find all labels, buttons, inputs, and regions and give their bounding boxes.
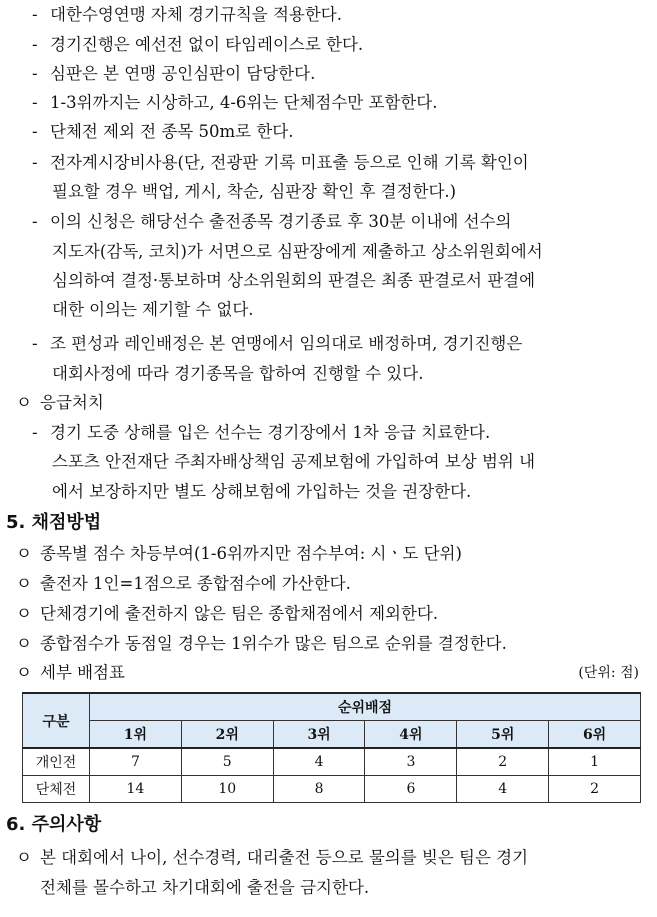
circle-marker: ㅇ xyxy=(16,634,32,653)
row-label: 단체전 xyxy=(23,776,90,803)
score-cell: 10 xyxy=(181,776,273,803)
row-label: 개인전 xyxy=(23,748,90,776)
dash-marker: - xyxy=(32,35,38,54)
score-cell: 3 xyxy=(365,748,457,776)
rule-item xyxy=(0,150,657,176)
caution-text: 본 대회에서 나이, 선수경력, 대리출전 등으로 물의를 빚은 팀은 경기 xyxy=(40,848,529,867)
rank-header: 2위 xyxy=(181,721,273,749)
dash-marker: - xyxy=(32,334,38,353)
scoring-item xyxy=(0,571,657,597)
circle-marker: ㅇ xyxy=(16,848,32,867)
score-cell: 7 xyxy=(90,748,182,776)
first-aid-text: 에서 보장하지만 별도 상해보험에 가입하는 것을 권장한다. xyxy=(52,482,472,501)
rank-header: 1위 xyxy=(90,721,182,749)
scoring-text: 단체경기에 출전하지 않은 팀은 종합채점에서 제외한다. xyxy=(40,604,439,623)
table-group-header: 순위배점 xyxy=(90,693,641,721)
rule-text: 경기진행은 예선전 없이 타임레이스로 한다. xyxy=(50,35,364,54)
rule-continuation xyxy=(0,179,657,205)
score-cell: 2 xyxy=(457,748,549,776)
score-cell: 14 xyxy=(90,776,182,803)
rule-text: 조 편성과 레인배정은 본 연맹에서 임의대로 배정하며, 경기진행은 xyxy=(50,334,523,353)
first-aid-continuation xyxy=(0,449,657,475)
rule-item xyxy=(0,61,657,87)
scoring-item xyxy=(0,601,657,627)
first-aid-item xyxy=(0,420,657,446)
rule-text: 대한 이의는 제기할 수 없다. xyxy=(52,300,254,319)
rank-header: 3위 xyxy=(273,721,365,749)
score-cell: 2 xyxy=(549,776,641,803)
rule-text: 전자계시장비사용(단, 전광판 기록 미표출 등으로 인해 기록 확인이 xyxy=(50,153,529,172)
rule-text: 대한수영연맹 자체 경기규칙을 적용한다. xyxy=(50,5,342,24)
rank-header: 5위 xyxy=(457,721,549,749)
dash-marker: - xyxy=(32,423,38,442)
rule-item xyxy=(0,32,657,58)
rule-item xyxy=(0,2,657,28)
score-cell: 4 xyxy=(457,776,549,803)
rule-item xyxy=(0,331,657,357)
rule-continuation xyxy=(0,297,657,323)
circle-marker: ㅇ xyxy=(16,604,32,623)
score-cell: 6 xyxy=(365,776,457,803)
rule-item xyxy=(0,119,657,145)
rank-header: 4위 xyxy=(365,721,457,749)
dash-marker: - xyxy=(32,5,38,24)
rule-text: 지도자(감독, 코치)가 서면으로 심판장에게 제출하고 상소위원회에서 xyxy=(52,242,543,261)
rule-text: 단체전 제외 전 종목 50m로 한다. xyxy=(50,122,294,141)
rule-text: 1-3위까지는 시상하고, 4-6위는 단체점수만 포함한다. xyxy=(50,93,438,112)
table-corner: 구분 xyxy=(23,693,90,748)
score-cell: 5 xyxy=(181,748,273,776)
score-cell: 1 xyxy=(549,748,641,776)
dash-marker: - xyxy=(32,122,38,141)
rule-item xyxy=(0,90,657,116)
caution-continuation xyxy=(0,875,657,901)
first-aid-text: 스포츠 안전재단 주최자배상책임 공제보험에 가입하여 보상 범위 내 xyxy=(52,452,536,471)
rule-continuation xyxy=(0,239,657,265)
circle-marker: ㅇ xyxy=(16,663,32,682)
rule-continuation xyxy=(0,268,657,294)
first-aid-continuation xyxy=(0,479,657,505)
dash-marker: - xyxy=(32,93,38,112)
rule-text: 심판은 본 연맹 공인심판이 담당한다. xyxy=(50,64,316,83)
rule-text: 심의하여 결정·통보하며 상소위원회의 판결은 최종 판결로서 판결에 xyxy=(52,271,536,290)
unit-label: (단위: 점) xyxy=(578,665,639,681)
circle-marker: ㅇ xyxy=(16,544,32,563)
first-aid-title: 응급처치 xyxy=(40,393,104,412)
rank-header: 6위 xyxy=(549,721,641,749)
section-title: 5. 채점방법 xyxy=(6,512,102,533)
scoring-item xyxy=(0,660,657,686)
table-row xyxy=(23,776,641,803)
dash-marker: - xyxy=(32,153,38,172)
rule-text: 대회사정에 따라 경기종목을 합하여 진행할 수 있다. xyxy=(52,364,424,383)
caution-text: 전체를 몰수하고 차기대회에 출전을 금지한다. xyxy=(40,878,370,897)
scoring-item xyxy=(0,631,657,657)
score-cell: 8 xyxy=(273,776,365,803)
scoring-text: 출전자 1인=1점으로 종합점수에 가산한다. xyxy=(40,574,351,593)
rule-text: 이의 신청은 해당선수 출전종목 경기종료 후 30분 이내에 선수의 xyxy=(50,212,512,231)
dash-marker: - xyxy=(32,64,38,83)
first-aid-text: 경기 도중 상해를 입은 선수는 경기장에서 1차 응급 치료한다. xyxy=(50,423,491,442)
table-row xyxy=(23,748,641,776)
caution-item xyxy=(0,845,657,871)
score-table xyxy=(22,692,641,803)
circle-marker: ㅇ xyxy=(16,393,32,412)
scoring-text: 종합점수가 동점일 경우는 1위수가 많은 팀으로 순위를 결정한다. xyxy=(40,634,507,653)
scoring-text: 종목별 점수 차등부여(1-6위까지만 점수부여: 시ㆍ도 단위) xyxy=(40,544,462,563)
score-cell: 4 xyxy=(273,748,365,776)
rule-item xyxy=(0,209,657,235)
section-title: 6. 주의사항 xyxy=(6,814,102,835)
rule-text: 필요할 경우 백업, 게시, 착순, 심판장 확인 후 결정한다.) xyxy=(52,182,457,201)
scoring-item xyxy=(0,541,657,567)
first-aid-heading xyxy=(0,390,657,416)
section6-heading xyxy=(0,812,657,838)
dash-marker: - xyxy=(32,212,38,231)
rule-continuation xyxy=(0,361,657,387)
scoring-text: 세부 배점표 xyxy=(40,663,125,682)
section5-heading xyxy=(0,510,657,536)
circle-marker: ㅇ xyxy=(16,574,32,593)
